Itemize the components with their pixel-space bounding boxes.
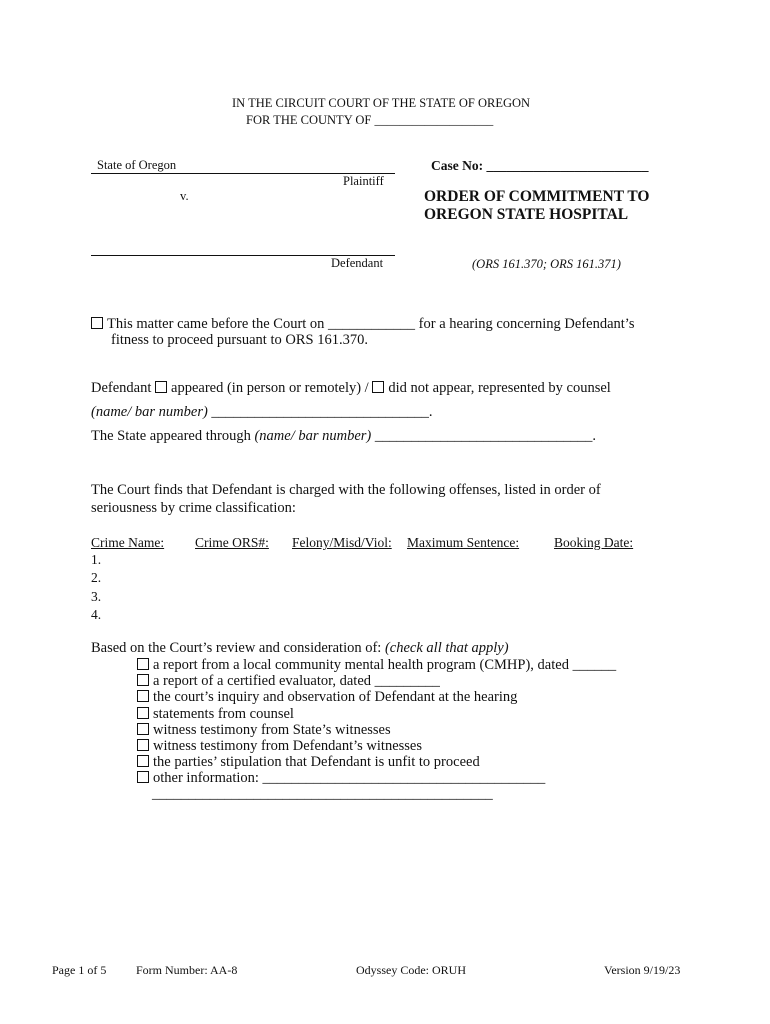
review-item-stipulation bbox=[137, 754, 480, 771]
review-item-defendant-witnesses bbox=[137, 738, 422, 755]
crime-name-header: Crime Name: bbox=[91, 535, 165, 550]
other-info-continuation[interactable]: _______________________________________________ bbox=[152, 786, 493, 802]
document-title-line2: OREGON STATE HOSPITAL bbox=[424, 206, 629, 223]
review-item-evaluator bbox=[137, 673, 440, 690]
crime-row: 2. bbox=[91, 570, 102, 585]
court-heading: IN THE CIRCUIT COURT OF THE STATE OF OREGON bbox=[232, 96, 531, 110]
did-not-appear-checkbox[interactable] bbox=[372, 381, 384, 393]
review-instruction: (check all that apply) bbox=[384, 640, 509, 656]
review-checkbox[interactable] bbox=[137, 723, 149, 735]
appeared-label: appeared (in person or remotely) / bbox=[171, 380, 369, 396]
defendant-prefix: Defendant bbox=[91, 380, 152, 396]
hearing-line2: fitness to proceed pursuant to ORS 161.370. bbox=[111, 332, 368, 348]
findings-line1: The Court finds that Defendant is charged with the following offenses, listed in order of bbox=[91, 482, 601, 498]
review-item-label: a report from a local community mental health program (CMHP), dated ______ bbox=[153, 657, 617, 673]
appeared-checkbox[interactable] bbox=[155, 381, 167, 393]
findings-line2: seriousness by crime classification: bbox=[91, 500, 296, 516]
review-item-label: witness testimony from State’s witnesses bbox=[153, 722, 391, 738]
hearing-checkbox[interactable] bbox=[91, 317, 103, 329]
review-item-cmhp bbox=[137, 657, 616, 674]
plaintiff-label: Plaintiff bbox=[343, 174, 384, 188]
crime-row: 3. bbox=[91, 589, 102, 604]
counsel-line bbox=[91, 404, 433, 421]
state-appearance-line bbox=[91, 428, 596, 445]
review-item-counsel bbox=[137, 706, 294, 723]
review-intro-text: Based on the Court’s review and consideration of: bbox=[91, 640, 385, 656]
defendant-label: Defendant bbox=[331, 256, 384, 270]
review-item-label: witness testimony from Defendant’s witnesses bbox=[153, 738, 423, 754]
review-checkbox[interactable] bbox=[137, 755, 149, 767]
state-blank[interactable]: ______________________________. bbox=[371, 428, 597, 444]
statute-reference: (ORS 161.370; ORS 161.371) bbox=[472, 257, 621, 271]
review-item-label: a report of a certified evaluator, dated _________ bbox=[153, 673, 440, 689]
review-item-label: the parties’ stipulation that Defendant is unfit to proceed bbox=[153, 754, 480, 770]
review-checkbox[interactable] bbox=[137, 674, 149, 686]
review-intro bbox=[91, 640, 509, 657]
classification-header: Felony/Misd/Viol: bbox=[292, 535, 392, 550]
version-label: Version 9/19/23 bbox=[604, 963, 681, 977]
counsel-blank[interactable]: ______________________________. bbox=[207, 404, 433, 420]
hearing-line1 bbox=[91, 316, 634, 333]
review-item-label: the court’s inquiry and observation of Defendant at the hearing bbox=[153, 689, 518, 705]
case-number-field[interactable]: Case No: ________________________ bbox=[431, 158, 649, 173]
defendant-appearance-line bbox=[91, 380, 611, 397]
document-title-line1: ORDER OF COMMITMENT TO bbox=[424, 188, 650, 205]
state-prefix: The State appeared through bbox=[91, 428, 255, 444]
state-name-label: (name/ bar number) bbox=[254, 428, 372, 444]
review-item-label: other information: _______________________________________ bbox=[153, 770, 546, 786]
review-item-state-witnesses bbox=[137, 722, 391, 739]
crime-row: 4. bbox=[91, 607, 102, 622]
review-item-inquiry bbox=[137, 689, 517, 706]
plaintiff-name: State of Oregon bbox=[97, 158, 177, 172]
review-checkbox[interactable] bbox=[137, 771, 149, 783]
did-not-appear-label: did not appear, represented by counsel bbox=[388, 380, 611, 396]
page-number: Page 1 of 5 bbox=[52, 963, 107, 977]
max-sentence-header: Maximum Sentence: bbox=[407, 535, 520, 550]
county-heading: FOR THE COUNTY OF ___________________ bbox=[246, 113, 494, 127]
crime-row: 1. bbox=[91, 552, 102, 567]
review-item-other bbox=[137, 770, 545, 787]
form-number: Form Number: AA-8 bbox=[136, 963, 238, 977]
review-checkbox[interactable] bbox=[137, 690, 149, 702]
versus-label: v. bbox=[180, 189, 189, 203]
review-checkbox[interactable] bbox=[137, 739, 149, 751]
odyssey-code: Odyssey Code: ORUH bbox=[356, 963, 466, 977]
review-item-label: statements from counsel bbox=[153, 706, 294, 722]
booking-date-header: Booking Date: bbox=[554, 535, 634, 550]
counsel-name-label: (name/ bar number) bbox=[91, 404, 208, 420]
review-checkbox[interactable] bbox=[137, 707, 149, 719]
crime-ors-header: Crime ORS#: bbox=[195, 535, 269, 550]
hearing-text: This matter came before the Court on ____________ for a hearing concerning Defendant’s bbox=[107, 316, 635, 332]
review-checkbox[interactable] bbox=[137, 658, 149, 670]
